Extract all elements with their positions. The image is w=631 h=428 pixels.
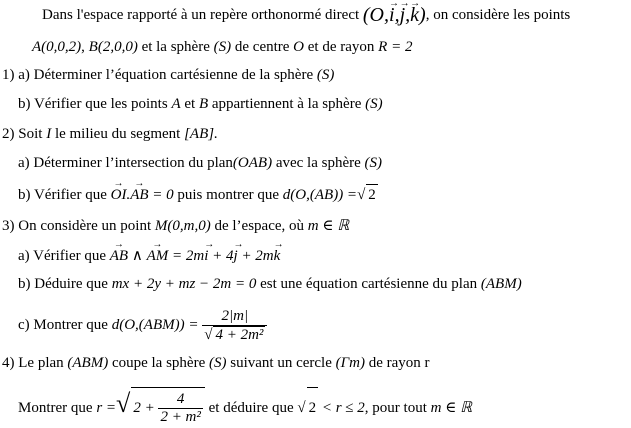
q3-m: M(0,m,0) bbox=[154, 218, 211, 234]
q1b-a: A bbox=[171, 96, 181, 112]
q3b-tail: est une équation cartésienne du plan bbox=[260, 276, 478, 292]
q3-m-in-r: m ∈ ℝ bbox=[307, 218, 350, 234]
q4-fraction bbox=[158, 391, 202, 426]
q4-gamma: (Γm) bbox=[335, 355, 365, 371]
q3b-eq: mx + 2y + mz − 2m = 0 bbox=[111, 276, 257, 292]
q1a-line bbox=[2, 65, 334, 85]
q2b-text: b) Vérifier que bbox=[18, 187, 107, 203]
q3b-plane: (ABM) bbox=[480, 276, 522, 292]
point-a: A(0,0,2) bbox=[32, 39, 82, 55]
q3-intro: 3) On considère un point bbox=[2, 218, 152, 234]
sqrt-symbol: √ bbox=[297, 400, 306, 416]
point-b: B(2,0,0) bbox=[88, 39, 138, 55]
q4-show: Montrer que bbox=[18, 400, 93, 416]
q3b-line bbox=[18, 274, 522, 294]
intro-center: de centre bbox=[234, 39, 290, 55]
q4-forall: , pour tout bbox=[364, 400, 427, 416]
q2b-mid: puis montrer que bbox=[177, 187, 280, 203]
q1a-text: 1) a) Déterminer l’équation cartésienne de la sphère bbox=[2, 67, 314, 83]
q3a-cross: → AB ∧ → AM bbox=[110, 248, 168, 264]
q3a-eq3: + 2m bbox=[241, 248, 274, 264]
q4-sphere: (S) bbox=[209, 355, 227, 371]
separator: , bbox=[81, 39, 85, 55]
q2b-rad: 2 bbox=[366, 184, 378, 205]
q4-radicand bbox=[131, 387, 205, 428]
q4-frac-den: 2 + m² bbox=[160, 409, 201, 426]
q2b-dot-product: → OI.→ AB bbox=[111, 187, 149, 203]
q4-deduce: et déduire que bbox=[208, 400, 294, 416]
center-o: O bbox=[293, 39, 305, 55]
intro-line-1 bbox=[42, 5, 570, 25]
q4-mid: coupe la sphère bbox=[111, 355, 206, 371]
q1b-b: B bbox=[198, 96, 209, 112]
q2a-line bbox=[18, 153, 382, 173]
q1b-text: b) Vérifier que les points bbox=[18, 96, 168, 112]
q1b-and: et bbox=[184, 96, 196, 112]
q4-show-line bbox=[18, 384, 472, 428]
q4-intro-line bbox=[2, 353, 430, 373]
sqrt-symbol: √ bbox=[204, 326, 213, 343]
radius-value: R = 2 bbox=[378, 39, 413, 55]
q3a-line bbox=[18, 246, 280, 266]
q3c-den: 4 + 2m² bbox=[215, 326, 264, 343]
q1b-tail: appartiennent à la sphère bbox=[211, 96, 362, 112]
q3b-text: b) Déduire que bbox=[18, 276, 108, 292]
q4-r-eq: r = bbox=[96, 400, 117, 416]
q2b-eq-tail: = 0 bbox=[152, 187, 174, 203]
q2a-plane: (OAB) bbox=[232, 155, 273, 171]
intro-radius: et de rayon bbox=[307, 39, 375, 55]
intro-lead: Dans l'espace rapporté à un repère orthonormé direct bbox=[42, 7, 360, 23]
q3a-eq: = 2m bbox=[172, 248, 205, 264]
q3c-fraction bbox=[202, 308, 267, 344]
q3a-eq2: + 4 bbox=[212, 248, 234, 264]
q3c-num: 2|m| bbox=[202, 308, 267, 326]
q2-intro: 2) Soit bbox=[2, 126, 43, 142]
q2-intro-tail: le milieu du segment bbox=[54, 126, 181, 142]
q3c-text: c) Montrer que bbox=[18, 317, 108, 333]
vec-i: → i bbox=[204, 246, 208, 266]
q1b-line bbox=[18, 94, 383, 114]
q4-plane: (ABM) bbox=[67, 355, 109, 371]
intro-line-2 bbox=[32, 37, 412, 57]
q3-intro-line bbox=[2, 216, 349, 236]
intro-mid: et la sphère bbox=[141, 39, 210, 55]
q4-mid2: suivant un cercle bbox=[230, 355, 332, 371]
q3c-line bbox=[18, 305, 267, 345]
sqrt-symbol: √ bbox=[116, 389, 131, 418]
frame-notation: (O,→ i,→ j,→ k) bbox=[363, 4, 426, 26]
q3c-dist: d(O,(ABM)) = bbox=[111, 317, 199, 333]
q2-intro-line bbox=[2, 124, 218, 144]
q4-ineq-tail: < r ≤ 2 bbox=[321, 400, 365, 416]
q1a-sphere: (S) bbox=[316, 67, 335, 83]
sphere-s: (S) bbox=[213, 39, 232, 55]
q2a-tail: avec la sphère bbox=[275, 155, 361, 171]
q4-ineq-rad: 2 bbox=[307, 387, 319, 428]
q4-tail: de rayon r bbox=[368, 355, 430, 371]
q2a-text: a) Déterminer l’intersection du plan bbox=[18, 155, 233, 171]
q3-intro-mid: de l’espace, où bbox=[214, 218, 305, 234]
q2-segment: [AB]. bbox=[184, 126, 218, 142]
q4-frac-num: 4 bbox=[158, 391, 202, 409]
q3a-text: a) Vérifier que bbox=[18, 248, 107, 264]
vec-k: → k bbox=[274, 246, 281, 266]
q4-m-in-r: m ∈ ℝ bbox=[430, 400, 472, 416]
sqrt-symbol: √ bbox=[357, 187, 366, 203]
q2a-sphere: (S) bbox=[364, 155, 383, 171]
q2-i: I bbox=[46, 126, 52, 142]
intro-tail: , on considère les points bbox=[425, 7, 571, 23]
q2b-line bbox=[18, 184, 378, 205]
q1b-sphere: (S) bbox=[365, 96, 383, 112]
vec-j: → j bbox=[234, 246, 238, 266]
q4-intro: 4) Le plan bbox=[2, 355, 64, 371]
q4-two-plus: 2 + bbox=[133, 400, 155, 416]
q2b-dist: d(O,(AB)) = bbox=[282, 187, 358, 203]
